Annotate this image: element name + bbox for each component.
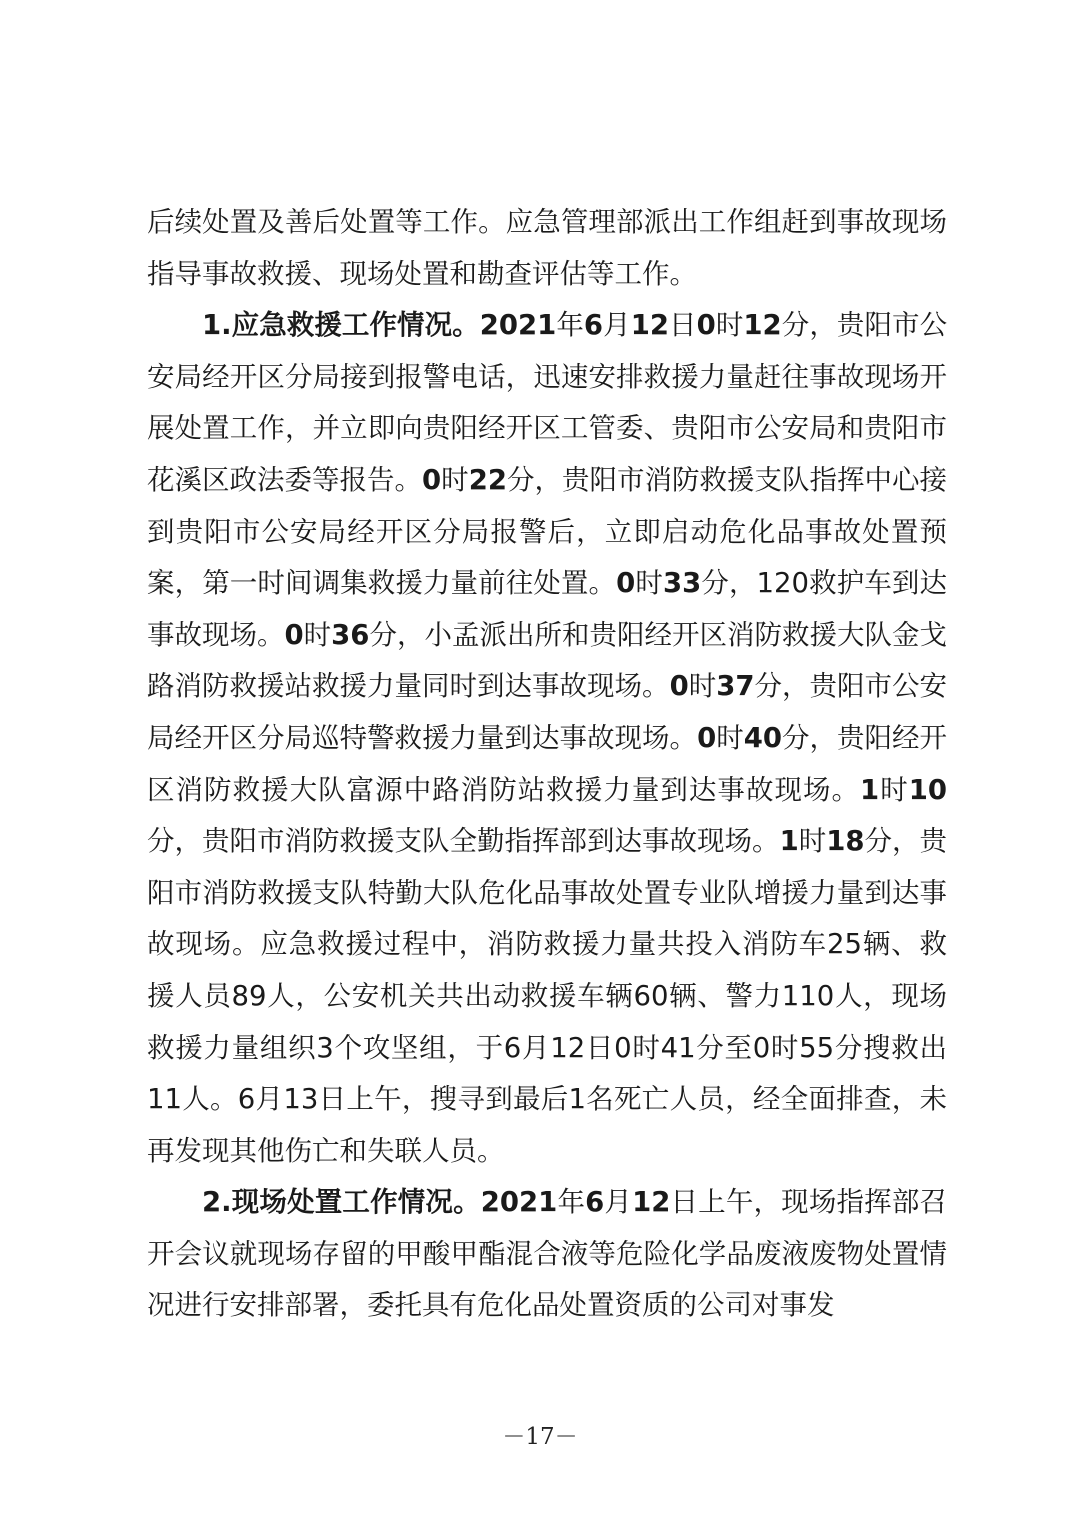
text-run: 分，小孟派出所和贵阳经开区消防救援大队金戈路消防救援站救援力量同时到达事故现场。 (147, 618, 948, 703)
text-run: 后续处置及善后处置等工作。应急管理部派出工作组赶到事故现场指导事故救援、现场处置和勘查评估等工作。 (147, 206, 947, 290)
text-run: 分，贵阳市消防救援支队特勤大队危化品事故处置专业队增援力量到达事故现场。应急救援过程中，消防救援力量共投入消防车25辆、救援人员89人，公安机关共出动救援车辆60辆、警力110人，现场救援力量组织3个攻坚组，于6月12日0时41分至0时55分搜救出11人。6月13日上午，搜寻到最后1名死亡人员，经全面排查，未再发现其他伤亡和失联人员。 (147, 825, 948, 1167)
bold-run: 应急救援工作情况。 (231, 309, 480, 342)
bold-run: 1 (779, 825, 799, 858)
bold-run: 0 (696, 309, 716, 342)
bold-run: 36 (331, 618, 370, 651)
bold-run: 12 (632, 1186, 671, 1219)
text-run: 年 (556, 309, 584, 342)
bold-run: 6 (585, 1186, 605, 1219)
text-run: 时 (798, 825, 827, 858)
text-run: 分，120救护车到达事故现场。 (147, 567, 948, 651)
paragraph-1 (147, 300, 947, 1177)
text-run: 分，贵阳市消防救援支队全勤指挥部到达事故现场。 (147, 825, 780, 858)
paragraph-2 (147, 1177, 947, 1332)
bold-run: 0 (422, 463, 442, 496)
text-run: 分，贵阳市公安局经开区分局接到报警电话，迅速安排救援力量赶往事故现场开展处置工作，并立即向贵阳经开区工管委、贵阳市公安局和贵阳市花溪区政法委等报告。 (147, 309, 948, 496)
page-number: －17－ (502, 1424, 578, 1450)
text-run: 时 (716, 721, 744, 754)
text-run: 时 (715, 309, 744, 342)
bold-run: 0 (669, 670, 689, 703)
text-run: 时 (635, 567, 663, 600)
bold-run: 0 (284, 618, 304, 651)
body-text (147, 197, 947, 1332)
bold-run: 10 (908, 773, 948, 806)
paragraph-0 (147, 197, 947, 300)
bold-run: 0 (616, 567, 636, 600)
bold-run: 0 (697, 721, 717, 754)
text-run: 月 (603, 309, 631, 342)
bold-run: 2021 (479, 309, 557, 342)
bold-run: 22 (468, 463, 507, 496)
bold-run: 12 (630, 309, 669, 342)
text-run: 日 (668, 309, 697, 342)
bold-run: 2021 (480, 1186, 558, 1219)
text-run: 年 (557, 1186, 586, 1219)
text-run: 分，贵阳市公安局经开区分局巡特警救援力量到达事故现场。 (147, 670, 948, 754)
bold-run: 1 (860, 773, 880, 806)
bold-run: 现场处置工作情况。 (231, 1186, 481, 1219)
text-run: 时 (688, 670, 717, 703)
text-run: 分，贵阳经开区消防救援大队富源中路消防站救援力量到达事故现场。 (147, 721, 948, 806)
bold-run: 6 (583, 309, 604, 342)
text-run: 时 (879, 773, 909, 806)
text-run: 分，贵阳市消防救援支队指挥中心接到贵阳市公安局经开区分局报警后，立即启动危化品事故处置预案，第一时间调集救援力量前往处置。 (147, 463, 948, 600)
bold-run: 1. (202, 309, 232, 342)
bold-run: 2. (202, 1186, 232, 1219)
bold-run: 12 (743, 309, 782, 342)
bold-run: 18 (826, 825, 865, 858)
bold-run: 37 (716, 670, 755, 703)
bold-run: 33 (662, 567, 702, 600)
text-run: 月 (604, 1186, 633, 1219)
text-run: 日上午，现场指挥部召开会议就现场存留的甲酸甲酯混合液等危险化学品废液废物处置情况进行安排部署，委托具有危化品处置资质的公司对事发 (147, 1186, 947, 1322)
text-run: 时 (303, 618, 332, 651)
text-run: 时 (441, 463, 469, 496)
bold-run: 40 (743, 721, 782, 754)
